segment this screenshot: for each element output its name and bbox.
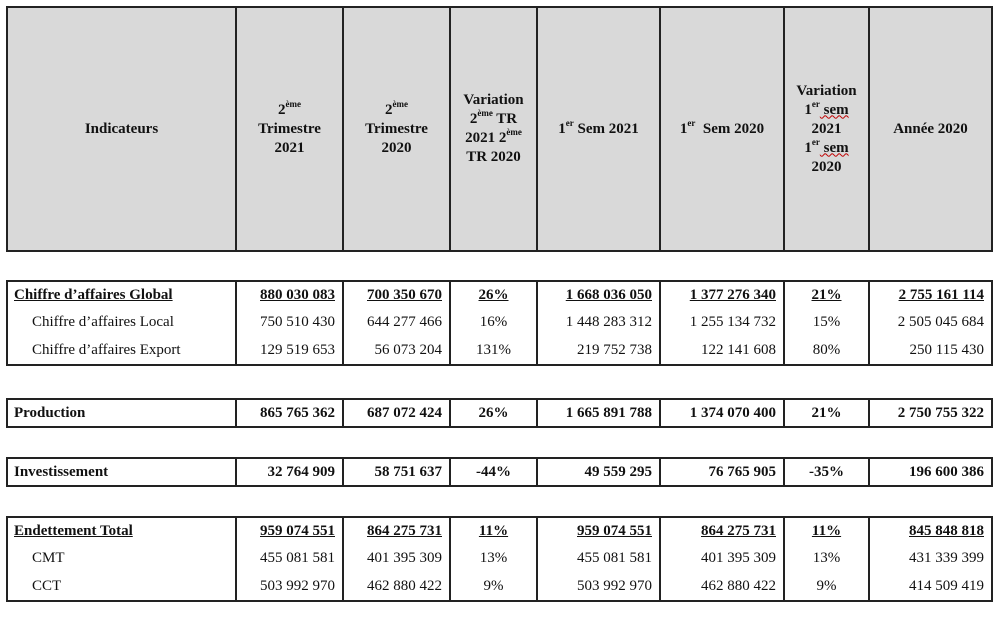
header-annee-2020 (868, 6, 993, 252)
cell-value: 2 755 161 114 (898, 286, 984, 303)
header-var-tr-line3-sup: ème (506, 127, 522, 137)
cell-annee-2020 (868, 572, 993, 602)
header-t2-2021-line2: Trimestre (258, 120, 321, 137)
cell-variation-tr (449, 280, 538, 308)
cell-t2-2020 (342, 572, 451, 602)
header-s1-2020 (659, 6, 785, 252)
cell-value: 21% (811, 286, 842, 303)
header-s1-2021-sup: er (565, 117, 574, 128)
row-label-cell (6, 398, 237, 428)
cell-value: 1 255 134 732 (689, 313, 776, 330)
header-var-sem-line2-num: 1 (804, 101, 812, 118)
cell-value: 2 505 045 684 (897, 313, 984, 330)
header-s1-2020-rest: Sem 2020 (695, 120, 765, 137)
cell-value: 9% (816, 577, 837, 594)
cell-variation-sem (783, 544, 870, 572)
row-label: Chiffre d’affaires Local (32, 313, 174, 330)
cell-t2-2021 (235, 572, 344, 602)
cell-annee-2020 (868, 308, 993, 336)
cell-s1-2021 (536, 572, 661, 602)
row-label-cell (6, 516, 237, 544)
cell-annee-2020 (868, 516, 993, 544)
row-label: CCT (32, 577, 62, 594)
row-label: CMT (32, 549, 65, 566)
header-t2-2020-num: 2 (385, 101, 393, 118)
cell-value: 431 339 399 (909, 549, 984, 566)
cell-value: 26% (478, 404, 509, 421)
cell-variation-tr (449, 572, 538, 602)
cell-value: 959 074 551 (260, 522, 335, 539)
header-indicateurs (6, 6, 237, 252)
header-variation-sem (783, 6, 870, 252)
cell-s1-2021 (536, 457, 661, 487)
cell-value: 880 030 083 (260, 286, 335, 303)
cell-variation-tr (449, 308, 538, 336)
cell-value: 11% (478, 522, 509, 539)
cell-value: 250 115 430 (909, 341, 984, 358)
header-t2-2021-num: 2 (278, 101, 286, 118)
header-t2-2020-text (365, 98, 428, 158)
cell-variation-sem (783, 516, 870, 544)
cell-value: 49 559 295 (584, 463, 652, 480)
cell-t2-2020 (342, 398, 451, 428)
cell-value: 959 074 551 (577, 522, 652, 539)
cell-t2-2021 (235, 457, 344, 487)
cell-value: 845 848 818 (909, 522, 984, 539)
cell-variation-sem (783, 457, 870, 487)
cell-s1-2020 (659, 544, 785, 572)
header-var-sem-line5: 2020 (811, 158, 842, 175)
cell-value: 13% (479, 549, 508, 566)
cell-s1-2020 (659, 398, 785, 428)
header-s1-2021-num: 1 (558, 120, 566, 137)
cell-value: 865 765 362 (260, 404, 335, 421)
cell-value: 21% (811, 404, 842, 421)
cell-value: 129 519 653 (260, 341, 335, 358)
header-var-sem-line2-sup: er (811, 98, 820, 109)
cell-t2-2021 (235, 398, 344, 428)
cell-variation-tr (449, 457, 538, 487)
cell-variation-tr (449, 544, 538, 572)
cell-s1-2020 (659, 516, 785, 544)
cell-value: 455 081 581 (577, 549, 652, 566)
row-label: Chiffre d’affaires Global (14, 286, 173, 303)
cell-value: 58 751 637 (374, 463, 442, 480)
header-var-sem-line2-rest: sem (819, 101, 849, 118)
cell-value: 15% (812, 313, 841, 330)
row-label: Investissement (14, 463, 109, 480)
cell-t2-2021 (235, 280, 344, 308)
cell-value: 750 510 430 (260, 313, 335, 330)
cell-t2-2021 (235, 336, 344, 366)
cell-value: -35% (809, 463, 844, 480)
header-var-tr-line2-num: 2 (469, 111, 478, 127)
cell-t2-2020 (342, 308, 451, 336)
header-t2-2020-sup: ème (392, 98, 408, 109)
cell-s1-2020 (659, 280, 785, 308)
header-s1-2021-rest: Sem 2021 (573, 120, 639, 137)
cell-value: 16% (479, 313, 508, 330)
cell-value: 9% (483, 577, 504, 594)
header-var-tr-line2-rest: TR (492, 111, 518, 127)
header-s1-2021-text (558, 117, 639, 139)
cell-value: 11% (811, 522, 842, 539)
header-var-sem-line3: 2021 (811, 120, 842, 137)
cell-value: 1 665 891 788 (565, 404, 652, 421)
cell-value: 644 277 466 (367, 313, 442, 330)
cell-t2-2020 (342, 516, 451, 544)
cell-t2-2020 (342, 280, 451, 308)
cell-t2-2020 (342, 544, 451, 572)
header-variation-tr (449, 6, 538, 252)
row-label: Chiffre d’affaires Export (32, 341, 181, 358)
cell-value: 26% (478, 286, 509, 303)
header-var-sem-line4-rest: sem (819, 139, 849, 156)
cell-value: 687 072 424 (367, 404, 442, 421)
cell-variation-tr (449, 516, 538, 544)
header-t2-2020-line2: Trimestre (365, 120, 428, 137)
cell-value: 196 600 386 (909, 463, 984, 480)
cell-value: 56 073 204 (374, 341, 442, 358)
header-var-sem-line4-sup: er (811, 136, 820, 147)
header-var-tr-line3-num: 2 (498, 130, 507, 146)
header-var-tr-line1: Variation (463, 92, 524, 108)
cell-value: 414 509 419 (909, 577, 984, 594)
row-label-cell (6, 457, 237, 487)
cell-annee-2020 (868, 280, 993, 308)
row-label-cell (6, 336, 237, 366)
header-var-sem-line1: Variation (796, 82, 857, 99)
cell-s1-2020 (659, 457, 785, 487)
cell-t2-2021 (235, 308, 344, 336)
cell-value: 1 374 070 400 (689, 404, 776, 421)
header-t2-2021-sup: ème (285, 98, 301, 109)
cell-s1-2021 (536, 398, 661, 428)
cell-value: 131% (476, 341, 511, 358)
cell-t2-2020 (342, 457, 451, 487)
cell-value: 700 350 670 (367, 286, 442, 303)
cell-value: 13% (812, 549, 841, 566)
header-s1-2021 (536, 6, 661, 252)
cell-t2-2020 (342, 336, 451, 366)
cell-variation-sem (783, 280, 870, 308)
cell-value: 1 668 036 050 (565, 286, 652, 303)
cell-value: 80% (812, 341, 841, 358)
row-label-cell (6, 308, 237, 336)
cell-t2-2021 (235, 544, 344, 572)
cell-value: 864 275 731 (367, 522, 442, 539)
header-variation-sem-text (796, 82, 856, 177)
cell-value: 401 395 309 (367, 549, 442, 566)
header-var-sem-line4-num: 1 (804, 139, 812, 156)
header-t2-2020-line3: 2020 (381, 139, 412, 156)
cell-s1-2021 (536, 280, 661, 308)
header-var-tr-line2-sup: ème (477, 108, 493, 118)
row-label: Production (14, 404, 86, 421)
cell-value: 503 992 970 (260, 577, 335, 594)
cell-value: 32 764 909 (267, 463, 335, 480)
cell-value: -44% (476, 463, 511, 480)
cell-s1-2021 (536, 308, 661, 336)
row-label-cell (6, 572, 237, 602)
row-label: Endettement Total (14, 522, 133, 539)
cell-value: 122 141 608 (701, 341, 776, 358)
cell-s1-2020 (659, 308, 785, 336)
cell-annee-2020 (868, 544, 993, 572)
header-t2-2021-text (258, 98, 321, 158)
header-s1-2020-num: 1 (679, 120, 688, 137)
cell-variation-sem (783, 336, 870, 366)
cell-annee-2020 (868, 457, 993, 487)
row-label-cell (6, 280, 237, 308)
cell-value: 455 081 581 (260, 549, 335, 566)
header-var-tr-line4: TR 2020 (466, 149, 521, 165)
row-label-cell (6, 544, 237, 572)
cell-value: 1 448 283 312 (565, 313, 652, 330)
header-indicateurs-text: Indicateurs (84, 120, 159, 137)
cell-value: 462 880 422 (367, 577, 442, 594)
header-var-tr-line3-a: 2021 (465, 130, 499, 146)
cell-s1-2021 (536, 336, 661, 366)
cell-variation-sem (783, 398, 870, 428)
cell-variation-tr (449, 398, 538, 428)
cell-value: 219 752 738 (577, 341, 652, 358)
header-t2-2020 (342, 6, 451, 252)
cell-variation-tr (449, 336, 538, 366)
cell-variation-sem (783, 308, 870, 336)
cell-s1-2020 (659, 336, 785, 366)
cell-value: 401 395 309 (701, 549, 776, 566)
cell-value: 503 992 970 (577, 577, 652, 594)
header-t2-2021 (235, 6, 344, 252)
header-s1-2020-text (679, 117, 765, 139)
header-annee-2020-text: Année 2020 (893, 120, 968, 137)
cell-value: 76 765 905 (708, 463, 776, 480)
cell-s1-2020 (659, 572, 785, 602)
cell-annee-2020 (868, 398, 993, 428)
cell-s1-2021 (536, 544, 661, 572)
cell-variation-sem (783, 572, 870, 602)
cell-value: 864 275 731 (701, 522, 776, 539)
cell-s1-2021 (536, 516, 661, 544)
cell-value: 2 750 755 322 (897, 404, 984, 421)
header-s1-2020-sup: er (687, 117, 696, 128)
cell-annee-2020 (868, 336, 993, 366)
cell-value: 462 880 422 (701, 577, 776, 594)
cell-t2-2021 (235, 516, 344, 544)
cell-value: 1 377 276 340 (689, 286, 776, 303)
header-variation-tr-text (463, 91, 523, 167)
header-t2-2021-line3: 2021 (274, 139, 305, 156)
